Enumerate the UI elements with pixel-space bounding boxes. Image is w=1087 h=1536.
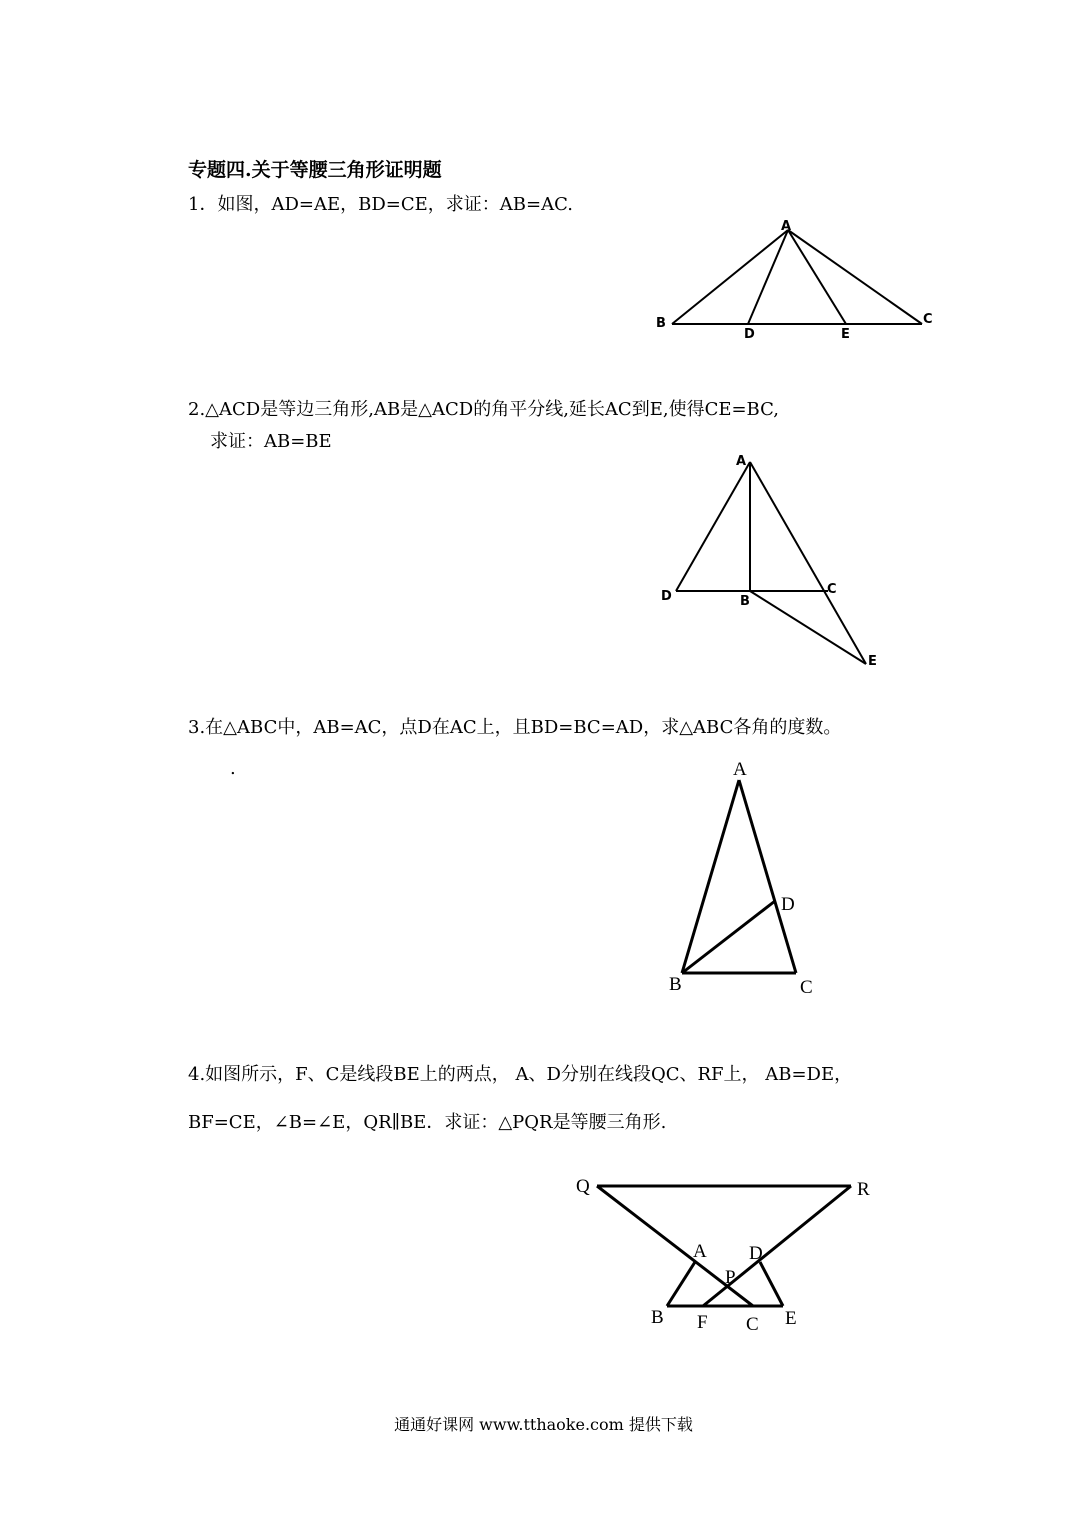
- segment-be: [750, 591, 866, 664]
- segment-ad: [676, 462, 750, 591]
- label-e: E: [868, 654, 877, 669]
- segment-ae: [750, 462, 866, 664]
- segment-ab: [682, 780, 739, 973]
- label-p: P: [725, 1267, 736, 1288]
- label-b: B: [651, 1307, 664, 1328]
- label-c: C: [800, 977, 813, 998]
- segment-ac: [739, 780, 796, 973]
- label-d: D: [781, 894, 795, 915]
- label-e: E: [841, 327, 850, 342]
- label-a: A: [781, 219, 792, 234]
- label-b: B: [669, 974, 682, 995]
- problem-4-figure: [565, 1165, 895, 1345]
- segment-ad: [748, 230, 788, 324]
- label-a: A: [736, 454, 747, 469]
- segment-de: [760, 1262, 783, 1306]
- problem-1-figure: [640, 210, 950, 350]
- problem-3-figure: [660, 755, 840, 1005]
- page-title: 专题四.关于等腰三角形证明题: [188, 159, 442, 181]
- label-q: Q: [576, 1176, 590, 1197]
- segment-rf: [703, 1186, 851, 1306]
- footer-text: 通通好课网 www.tthaoke.com 提供下载: [394, 1415, 693, 1434]
- segment-ab: [672, 230, 788, 324]
- segment-bd: [682, 901, 775, 973]
- label-c: C: [827, 582, 837, 597]
- segment-qc: [597, 1186, 753, 1306]
- segment-ab: [667, 1262, 695, 1306]
- label-r: R: [857, 1179, 870, 1200]
- segment-ae: [788, 230, 846, 324]
- label-f: F: [697, 1312, 708, 1333]
- problem-2-line-1: 2.△ACD是等边三角形,AB是△ACD的角平分线,延长AC到E,使得CE=BC,: [188, 399, 779, 420]
- label-b: B: [656, 316, 666, 331]
- label-b: B: [740, 594, 750, 609]
- label-c: C: [923, 312, 933, 327]
- problem-1-text: 1．如图，AD=AE，BD=CE，求证：AB=AC.: [188, 194, 573, 215]
- problem-2-figure: [650, 448, 890, 678]
- label-e: E: [785, 1308, 797, 1329]
- label-d: D: [749, 1243, 763, 1264]
- label-a: A: [733, 759, 747, 780]
- label-d: D: [661, 589, 672, 604]
- label-a: A: [693, 1241, 707, 1262]
- problem-4-line-1: 4.如图所示，F、C是线段BE上的两点， A、D分别在线段QC、RF上， AB=DE，: [188, 1064, 853, 1085]
- problem-2-line-2: 求证：AB=BE: [210, 431, 332, 452]
- label-d: D: [744, 327, 755, 342]
- segment-ac: [788, 230, 922, 324]
- problem-4-line-2: BF=CE，∠B=∠E，QR∥BE．求证：△PQR是等腰三角形.: [188, 1112, 667, 1133]
- problem-3-dot: .: [230, 758, 236, 779]
- label-c: C: [746, 1314, 759, 1335]
- problem-3-text: 3.在△ABC中，AB=AC，点D在AC上，且BD=BC=AD，求△ABC各角的度数。: [188, 717, 842, 738]
